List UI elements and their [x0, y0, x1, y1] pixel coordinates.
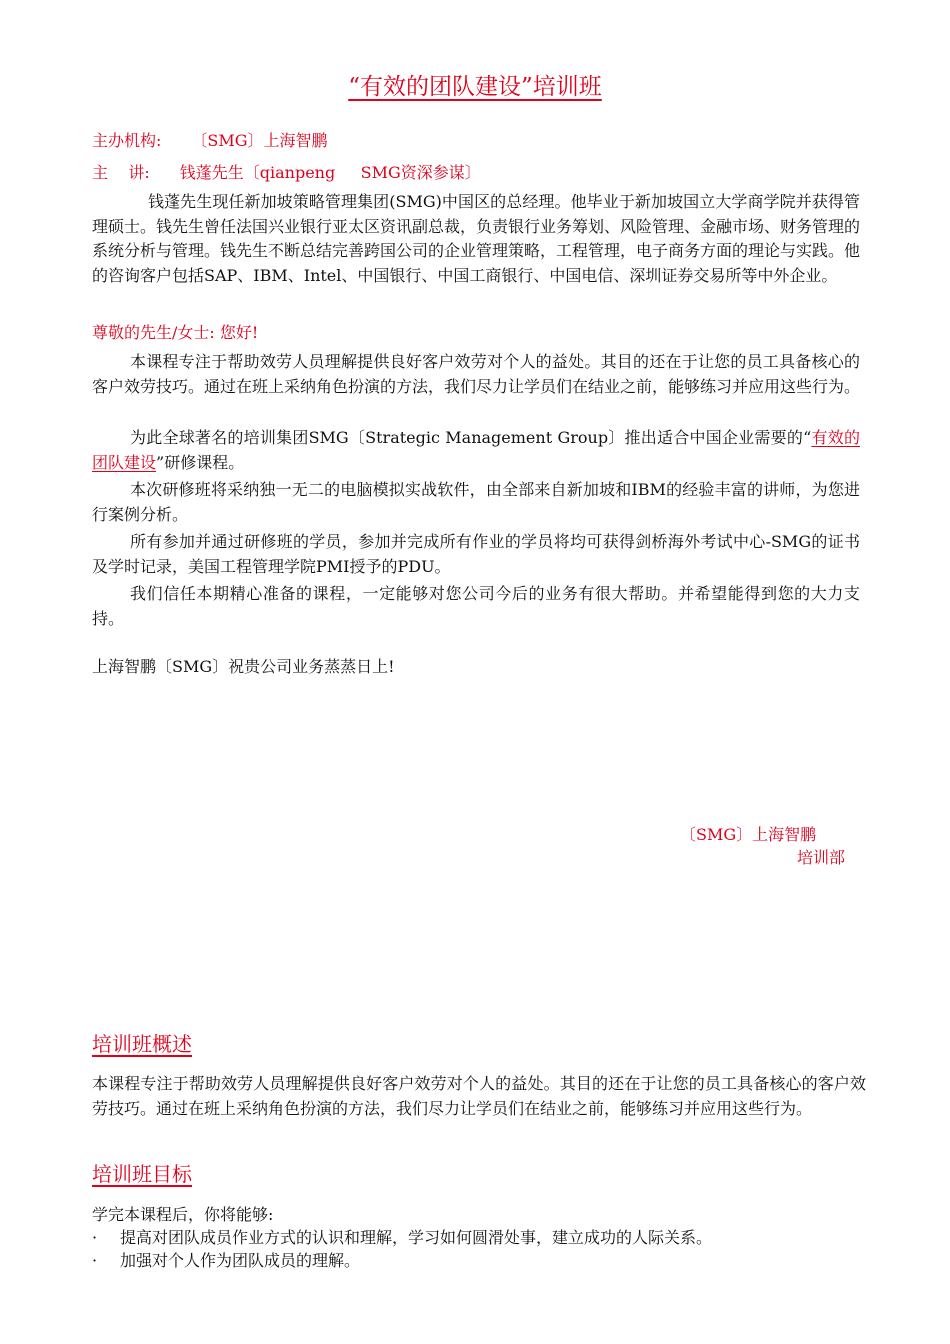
paragraph-2-before: 为此全球著名的培训集团SMG〔Strategic Management Group〕推出适合中国企业需要的“	[130, 428, 812, 447]
speaker-bio: 钱蓬先生现任新加坡策略管理集团(SMG)中国区的总经理。他毕业于新加坡国立大学商学院并获得管理硕士。钱先生曾任法国兴业银行亚太区资讯副总裁，负责银行业务筹划、风险管理、金融市场、财务管理的系统分析与管理。钱先生不断总结完善跨国公司的企业管理策略，工程管理，电子商务方面的理论与实践。他的咨询客户包括SAP、IBM、Intel、中国银行、中国工商银行、中国电信、深圳证券交易所等中外企业。	[92, 192, 861, 285]
paragraph-5: 我们信任本期精心准备的课程，一定能够对您公司今后的业务有很大帮助。并希望能得到您的大力支持。	[92, 584, 860, 628]
bullet-icon: ·	[92, 1251, 98, 1270]
signature-organization: 〔SMG〕上海智鹏	[680, 825, 817, 844]
overview-text: 本课程专注于帮助效劳人员理解提供良好客户效劳对个人的益处。其目的还在于让您的员工具备核心的客户效劳技巧。通过在班上采纳角色扮演的方法，我们尽力让学员们在结业之前，能够练习并应用这些行为。	[92, 1074, 866, 1118]
closing-line: 上海智鹏〔SMG〕祝贵公司业务蒸蒸日上!	[92, 657, 395, 676]
overview-heading: 培训班概述	[92, 1032, 192, 1056]
goals-intro: 学完本课程后，你将能够:	[92, 1205, 274, 1224]
goals-heading: 培训班目标	[92, 1162, 192, 1186]
goal-item	[92, 1248, 360, 1271]
signature-department: 培训部	[797, 848, 846, 867]
document-title	[0, 68, 950, 101]
course-name-link[interactable]: 有效的团队建设	[92, 428, 860, 472]
speaker-line	[92, 160, 481, 183]
organizer-label: 主办机构:	[92, 131, 162, 150]
goal-text: 提高对团队成员作业方式的认识和理解，学习如何圆滑处事，建立成功的人际关系。	[120, 1228, 713, 1247]
document-title-text: “有效的团队建设”培训班	[348, 74, 602, 100]
organizer-value: 〔SMG〕上海智鹏	[191, 131, 328, 150]
speaker-value: 钱蓬先生〔qianpeng SMG资深参谋〕	[179, 163, 481, 182]
greeting: 尊敬的先生/女士: 您好!	[92, 323, 259, 342]
bullet-icon: ·	[92, 1228, 98, 1247]
paragraph-2	[92, 426, 860, 475]
speaker-label: 主 讲:	[92, 163, 150, 182]
goal-text: 加强对个人作为团队成员的理解。	[120, 1251, 361, 1270]
paragraph-4: 所有参加并通过研修班的学员，参加并完成所有作业的学员将均可获得剑桥海外考试中心-SMG的证书及学时记录，美国工程管理学院PMI授予的PDU。	[92, 532, 860, 576]
goal-item	[92, 1225, 712, 1248]
paragraph-2-after: ”研修课程。	[156, 452, 245, 472]
organizer-line	[92, 128, 328, 151]
paragraph-3: 本次研修班将采纳独一无二的电脑模拟实战软件，由全部来自新加坡和IBM的经验丰富的讲师，为您进行案例分析。	[92, 480, 860, 524]
paragraph-1: 本课程专注于帮助效劳人员理解提供良好客户效劳对个人的益处。其目的还在于让您的员工具备核心的客户效劳技巧。通过在班上采纳角色扮演的方法，我们尽力让学员们在结业之前，能够练习并应用这些行为。	[92, 352, 861, 396]
